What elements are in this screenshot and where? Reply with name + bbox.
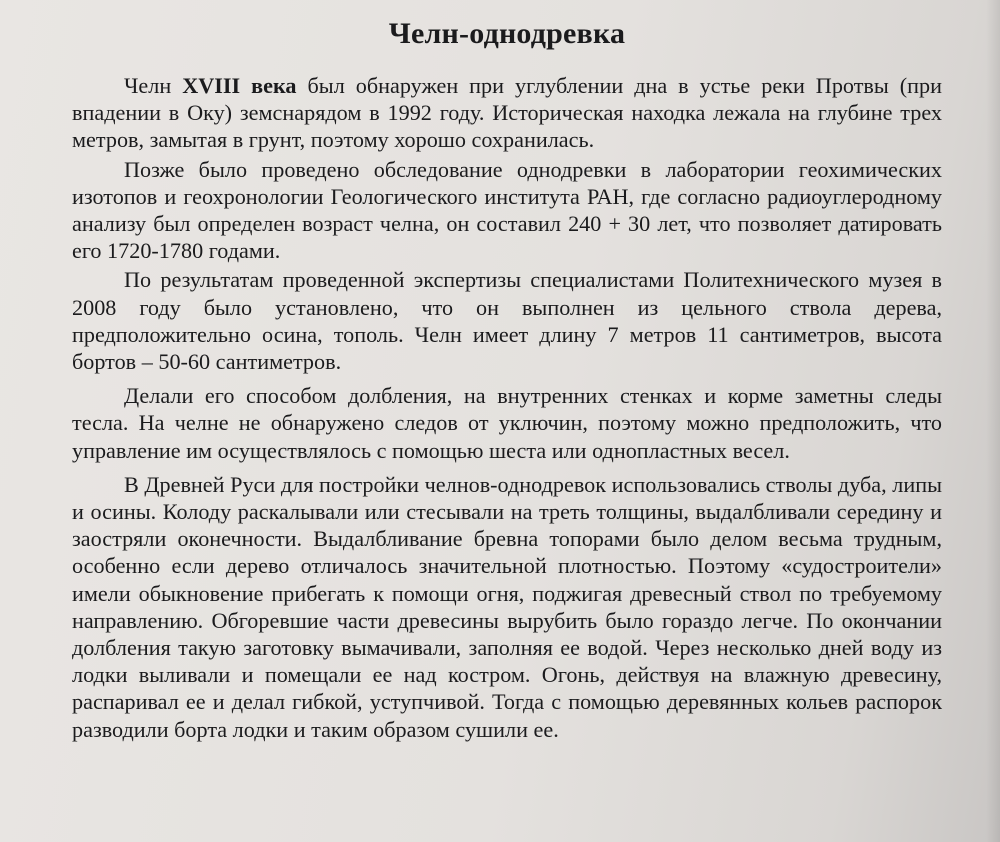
page-edge-shadow bbox=[986, 0, 1000, 842]
document-title: Челн-однодревка bbox=[388, 17, 626, 50]
paragraph-3: По результатам проведенной экспертизы специалистами Политехнического музея в 2008 году было установлено, что он выполнен из цельного ствола дерева, предположительно осина, тополь. Челн имеет длину 7 метров 11 сантиметров, высота бортов – 50-60 сантиметров. bbox=[72, 267, 942, 375]
paragraph-4: Делали его способом долбления, на внутренних стенках и корме заметны следы тесла. На челне не обнаружено следов от уключин, поэтому можно предположить, что управление им осуществлялось с помощью шеста или однопластных весел. bbox=[72, 383, 942, 463]
paragraph-1-rest: был обнаружен при углублении дна в устье реки Протвы (при впадении в Оку) земснарядом в 1992 году. Историческая находка лежала на глубине трех метров, замытая в грунт, поэтому хорошо сохранилась. bbox=[72, 73, 942, 153]
paragraph-1 bbox=[72, 72, 942, 154]
paragraph-2: Позже было проведено обследование однодревки в лаборатории геохимических изотопов и геохронологии Геологического института РАН, где согласно радиоуглеродному анализу был определен возраст челна, он составил 240 + 30 лет, что позволяет датировать его 1720-1780 годами. bbox=[72, 156, 942, 264]
paragraph-1-bold-century: XVIII века bbox=[182, 73, 297, 98]
paragraph-1-start: Челн bbox=[124, 73, 183, 98]
paragraph-5: В Древней Руси для постройки челнов-однодревок использовались стволы дуба, липы и осины. Колоду раскалывали или стесывали на треть толщины, выдалбливали середину и заостряли оконечности. Выдалбливание бревна топорами было делом весьма трудным, особенно если дерево отличалось значительной плотностью. Поэтому «судостроители» имели обыкновение прибегать к помощи огня, поджигая древесный ствол по требуемому направлению. Обгоревшие части древесины вырубить было гораздо легче. По окончании долбления такую заготовку вымачивали, заполняя ее водой. Через несколько дней воду из лодки выливали и помещали ее над костром. Огонь, действуя на влажную древесину, распаривал ее и делал гибкой, уступчивой. Тогда с помощью деревянных кольев распорок разводили борта лодки и таким образом сушили ее. bbox=[72, 471, 942, 742]
